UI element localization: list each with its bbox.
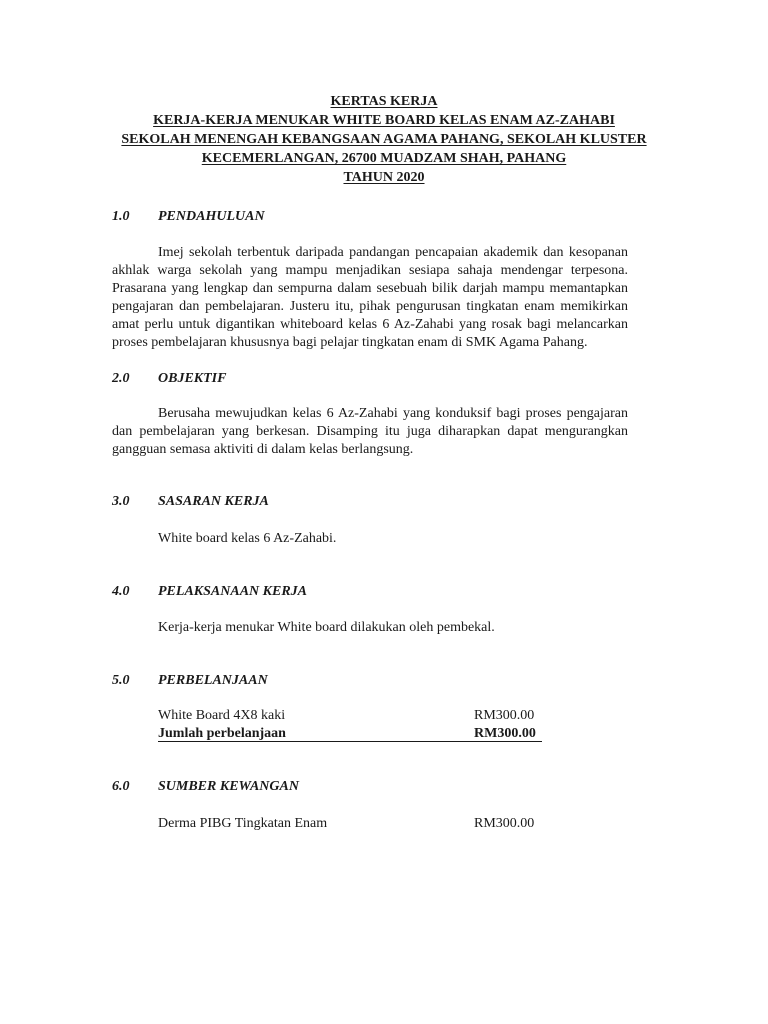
section-title: PELAKSANAAN KERJA [158,584,307,599]
title-block [0,92,768,187]
total-underline [158,741,542,742]
section-body-pendahuluan: Imej sekolah terbentuk daripada pandangan pencapaian akademik dan kesopanan akhlak warga sekolah yang mampu menjadikan sesiapa sahaja mendengar terpesona. Prasarana yang lengkap dan sempurna dalam sesebuah bilik darjah mampu memantapkan pengajaran dan pembelajaran. Justeru itu, pihak pengurusan tingkatan enam memikirkan amat perlu untuk digantikan whiteboard kelas 6 Az-Zahabi yang rosak bagi melancarkan proses pembelajaran khususnya bagi pelajar tingkatan enam di SMK Agama Pahang. [112,245,628,350]
section-number: 5.0 [112,673,130,688]
section-body-pelaksanaan-kerja: Kerja-kerja menukar White board dilakukan oleh pembekal. [158,620,495,635]
funding-source-amount: RM300.00 [474,816,535,831]
section-number: 2.0 [112,371,130,386]
section-body-sasaran-kerja: White board kelas 6 Az-Zahabi. [158,531,337,546]
section-title: SUMBER KEWANGAN [158,779,299,794]
section-heading-pendahuluan [112,208,265,226]
section-title: PERBELANJAAN [158,673,268,688]
section-heading-perbelanjaan [112,672,268,690]
expense-total-label: Jumlah perbelanjaan [158,726,286,741]
section-number: 3.0 [112,494,130,509]
expense-item-amount: RM300.00 [474,708,535,723]
expense-total-amount: RM300.00 [474,726,536,741]
section-heading-sasaran-kerja [112,493,269,511]
title-line-1: KERTAS KERJA [330,94,438,109]
section-number: 6.0 [112,779,130,794]
title-line-4: KECEMERLANGAN, 26700 MUADZAM SHAH, PAHANG [201,151,567,166]
section-heading-objektif [112,370,226,388]
section-number: 4.0 [112,584,130,599]
expense-total-row [158,725,542,743]
section-heading-sumber-kewangan [112,778,299,796]
expense-item-label: White Board 4X8 kaki [158,708,286,723]
title-line-2: KERJA-KERJA MENUKAR WHITE BOARD KELAS ENAM AZ-ZAHABI [153,113,615,128]
section-title: SASARAN KERJA [158,494,269,509]
title-line-5: TAHUN 2020 [343,170,425,185]
section-body-objektif: Berusaha mewujudkan kelas 6 Az-Zahabi yang konduksif bagi proses pengajaran dan pembelajaran yang berkesan. Disamping itu juga diharapkan dapat mengurangkan gangguan semasa aktiviti di dalam kelas berlangsung. [112,406,628,457]
funding-source-label: Derma PIBG Tingkatan Enam [158,816,328,831]
section-title: PENDAHULUAN [158,209,265,224]
section-title: OBJEKTIF [158,371,227,386]
title-line-3: SEKOLAH MENENGAH KEBANGSAAN AGAMA PAHANG, SEKOLAH KLUSTER [121,132,647,147]
section-number: 1.0 [112,209,130,224]
section-heading-pelaksanaan-kerja [112,583,307,601]
